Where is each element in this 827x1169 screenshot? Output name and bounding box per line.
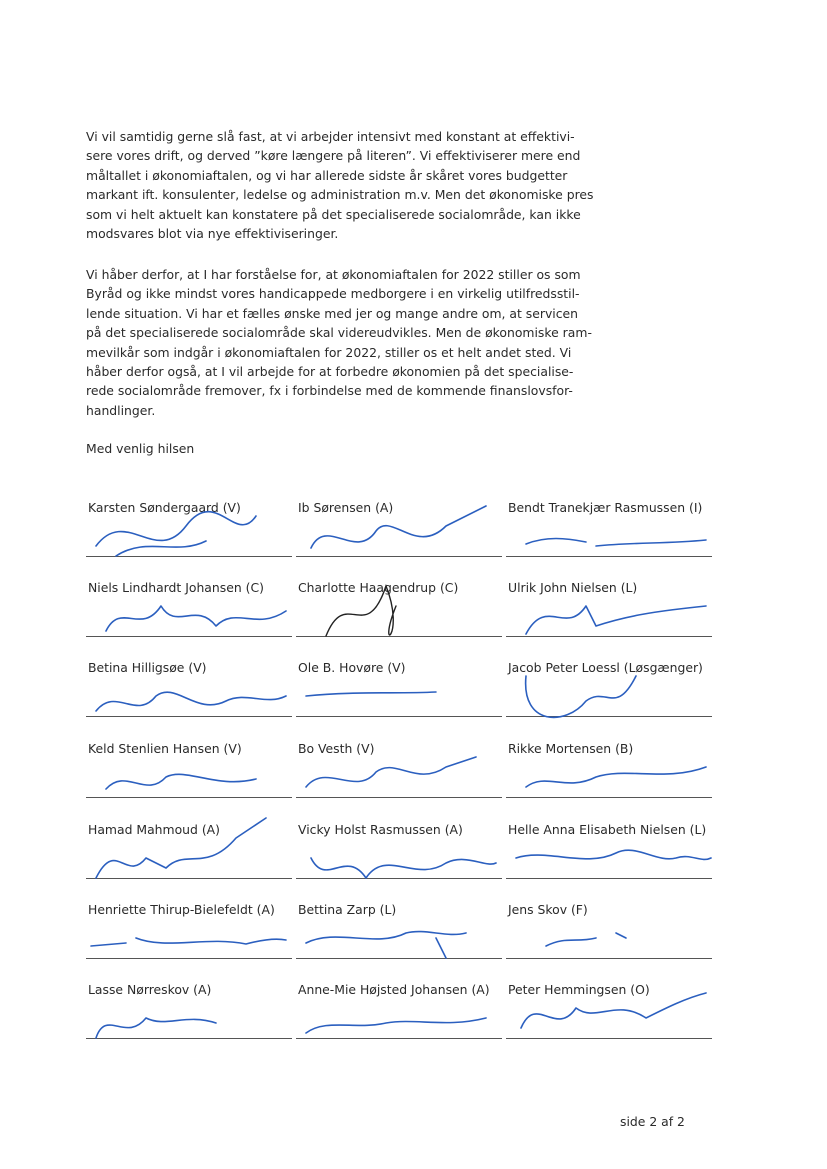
closing-salutation: Med venlig hilsen xyxy=(86,441,195,456)
handwritten-signature xyxy=(506,486,712,572)
paragraph-line: handlinger. xyxy=(86,402,156,418)
signatory-name: Karsten Søndergaard (V) xyxy=(88,500,241,515)
signatory-name: Bo Vesth (V) xyxy=(298,741,375,756)
handwritten-signature xyxy=(86,646,292,732)
signatory-name: Niels Lindhardt Johansen (C) xyxy=(88,580,264,595)
handwritten-signature xyxy=(296,566,502,652)
paragraph-line: rede socialområde fremover, fx i forbindelse med de kommende finanslovsfor- xyxy=(86,383,573,399)
letter-paragraph-2 xyxy=(86,265,626,420)
paragraph-line: Vi vil samtidig gerne slå fast, at vi arbejder intensivt med konstant at effektivi- xyxy=(86,129,575,144)
signatory-name: Jacob Peter Loessl (Løsgænger) xyxy=(508,660,703,675)
signatory-name: Ib Sørensen (A) xyxy=(298,500,394,515)
handwritten-signature xyxy=(296,968,502,1054)
signatory-name: Jens Skov (F) xyxy=(508,902,588,917)
handwritten-signature xyxy=(506,566,712,652)
handwritten-signature xyxy=(296,486,502,572)
handwritten-signature xyxy=(296,888,502,974)
signature-block xyxy=(86,982,292,1062)
page-number: side 2 af 2 xyxy=(620,1114,685,1129)
paragraph-line: som vi helt aktuelt kan konstatere på det specialiserede socialområde, kan ikke xyxy=(86,206,581,222)
paragraph-line: på det specialiserede socialområde skal videreudvikles. Men de økonomiske ram- xyxy=(86,325,592,341)
signatory-name: Hamad Mahmoud (A) xyxy=(88,822,220,837)
signatory-name: Rikke Mortensen (B) xyxy=(508,741,634,756)
handwritten-signature xyxy=(506,646,712,732)
handwritten-signature xyxy=(296,727,502,813)
signatory-name: Peter Hemmingsen (O) xyxy=(508,982,650,997)
signatory-name: Betina Hilligsøe (V) xyxy=(88,660,207,675)
signatory-name: Helle Anna Elisabeth Nielsen (L) xyxy=(508,822,707,837)
paragraph-line: markant ift. konsulenter, ledelse og administration m.v. Men det økonomiske pres xyxy=(86,187,594,203)
handwritten-signature xyxy=(86,888,292,974)
handwritten-signature xyxy=(86,808,292,894)
paragraph-line: sere vores drift, og derved ”køre længere på literen”. Vi effektiviserer mere end xyxy=(86,148,581,164)
handwritten-signature xyxy=(296,646,502,732)
paragraph-line: Vi håber derfor, at I har forståelse for, at økonomiaftalen for 2022 stiller os som xyxy=(86,267,581,282)
paragraph-line: lende situation. Vi har et fælles ønske med jer og mange andre om, at servicen xyxy=(86,305,579,321)
handwritten-signature xyxy=(506,727,712,813)
signatory-name: Bendt Tranekjær Rasmussen (I) xyxy=(508,500,703,515)
signatory-name: Keld Stenlien Hansen (V) xyxy=(88,741,242,756)
handwritten-signature xyxy=(506,888,712,974)
handwritten-signature xyxy=(86,968,292,1054)
signatory-name: Lasse Nørreskov (A) xyxy=(88,982,212,997)
signatory-name: Vicky Holst Rasmussen (A) xyxy=(298,822,463,837)
signatory-name: Anne-Mie Højsted Johansen (A) xyxy=(298,982,490,997)
handwritten-signature xyxy=(86,486,292,572)
paragraph-line: håber derfor også, at I vil arbejde for at forbedre økonomien på det specialise- xyxy=(86,364,574,380)
handwritten-signature xyxy=(296,808,502,894)
signatory-name: Henriette Thirup-Bielefeldt (A) xyxy=(88,902,275,917)
paragraph-line: Byråd og ikke mindst vores handicappede medborgere i en virkelig utilfredsstil- xyxy=(86,286,580,302)
signature-block xyxy=(296,982,502,1062)
handwritten-signature xyxy=(86,727,292,813)
signature-block xyxy=(506,982,712,1062)
handwritten-signature xyxy=(506,968,712,1054)
paragraph-line: modsvares blot via nye effektiviseringer. xyxy=(86,226,339,242)
handwritten-signature xyxy=(506,808,712,894)
signatory-name: Ole B. Hovøre (V) xyxy=(298,660,406,675)
paragraph-line: måltallet i økonomiaftalen, og vi har allerede sidste år skåret vores budgetter xyxy=(86,167,568,183)
handwritten-signature xyxy=(86,566,292,652)
paragraph-line: mevilkår som indgår i økonomiaftalen for 2022, stiller os et helt andet sted. Vi xyxy=(86,344,572,360)
signatory-name: Charlotte Haagendrup (C) xyxy=(298,580,459,595)
signatory-name: Ulrik John Nielsen (L) xyxy=(508,580,638,595)
signatory-name: Bettina Zarp (L) xyxy=(298,902,397,917)
letter-paragraph-1 xyxy=(86,127,626,243)
